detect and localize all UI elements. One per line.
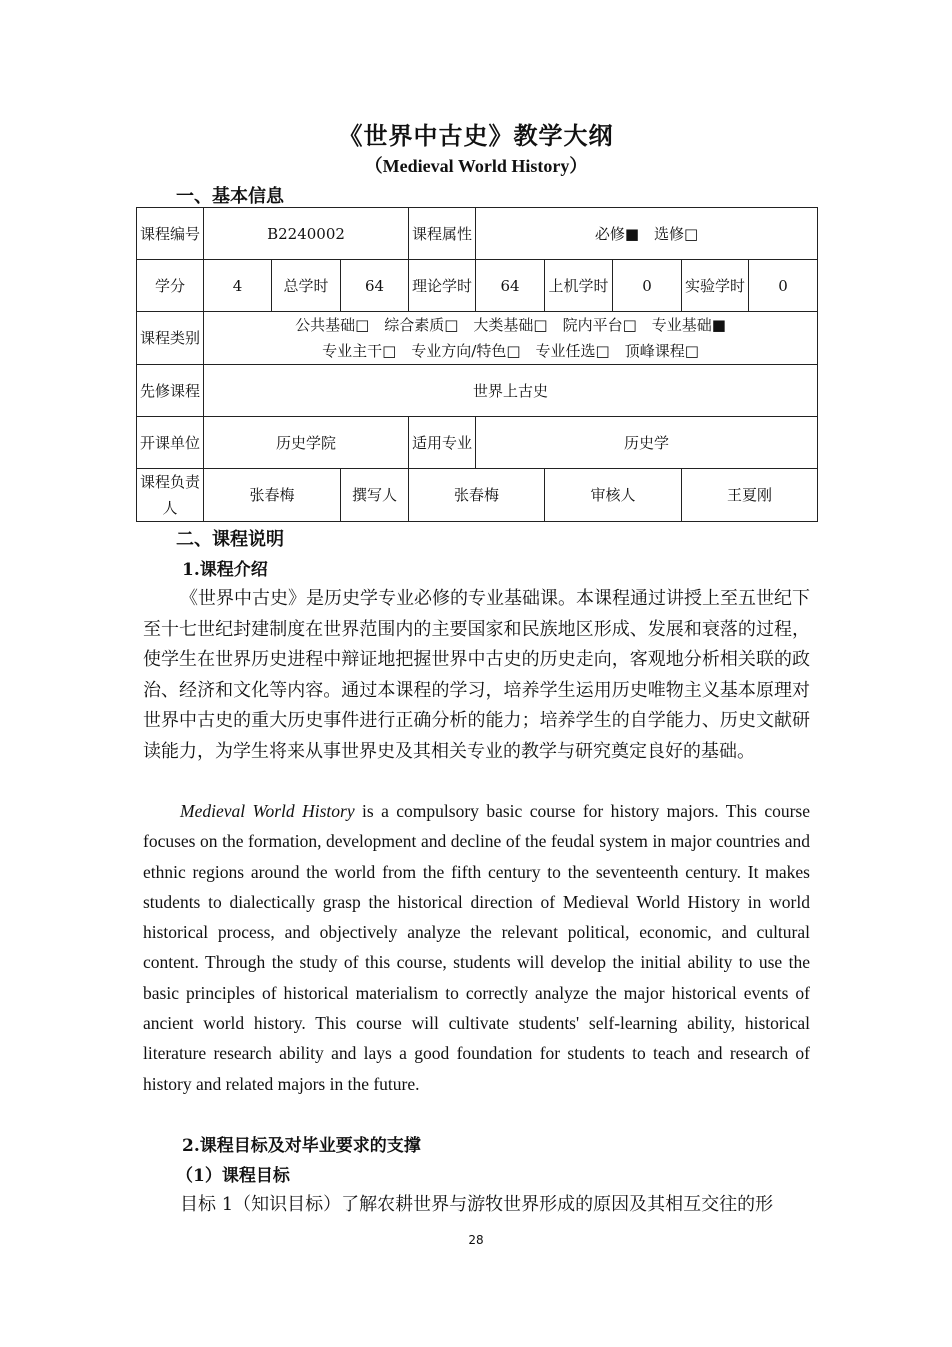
credit-label: 学分 (137, 260, 204, 312)
intro-paragraph-cn: 《世界中古史》是历史学专业必修的专业基础课。本课程通过讲授上至五世纪下至十七世纪封建制度在世界范围内的主要国家和民族地区形成、发展和衰落的过程，使学生在世界历史进程中辩证地把握世界中古史的历史走向，客观地分析相关联的政治、经济和文化等内容。通过本课程的学习，培养学生运用历史唯物主义基本原理对世界中古史的重大历史事件进行正确分析的能力；培养学生的自学能力、历史文献研读能力，为学生将来从事世界史及其相关专业的教学与研究奠定良好的基础。 (143, 588, 810, 762)
subheading-intro: 1.课程介绍 (182, 560, 268, 580)
course-name-italic: Medieval World History (180, 801, 355, 821)
reviewer-value: 王夏刚 (682, 469, 818, 522)
course-no-value: B2240002 (204, 208, 409, 260)
subheading-goals-1: （1）课程目标 (176, 1166, 290, 1186)
dept-value: 历史学院 (204, 417, 409, 469)
course-attr-label: 课程属性 (409, 208, 476, 260)
theory-hours-label: 理论学时 (409, 260, 476, 312)
subheading-goals: 2.课程目标及对毕业要求的支撑 (182, 1136, 421, 1156)
category-value (204, 312, 818, 365)
credit-value: 4 (204, 260, 272, 312)
major-label: 适用专业 (409, 417, 476, 469)
total-hours-label: 总学时 (272, 260, 341, 312)
writer-value: 张春梅 (409, 469, 545, 522)
major-value: 历史学 (476, 417, 818, 469)
section-heading-basic-info: 一、基本信息 (176, 186, 284, 207)
goal-1-text: 目标 1（知识目标）了解农耕世界与游牧世界形成的原因及其相互交往的形 (180, 1194, 774, 1215)
computer-hours-value: 0 (613, 260, 682, 312)
section-heading-course-desc: 二、课程说明 (176, 529, 284, 550)
lab-hours-value: 0 (749, 260, 818, 312)
category-line-1: 公共基础□ 综合素质□ 大类基础□ 院内平台□ 专业基础■ (295, 316, 726, 334)
category-line-2: 专业主干□ 专业方向/特色□ 专业任选□ 顶峰课程□ (322, 342, 699, 360)
document-title: 《世界中古史》教学大纲 (338, 121, 614, 150)
total-hours-value: 64 (341, 260, 409, 312)
intro-en-text: is a compulsory basic course for history majors. This course focuses on the formation, development and decline of the feudal system in major countries and ethnic regions around the world from the fifth century to the seventeenth century. It makes students to dialectically grasp the historical direction of Medieval World History in world historical process, and objectively analyze the relevant political, economic, and cultural content. Through the study of this course, students will develop the initial ability to use the basic principles of historical materialism to correctly analyze the major historical events of ancient world history. This course will cultivate students' self-learning ability, historical literature research ability and lays a good foundation for students to teach and research of history and related majors in the future. (143, 801, 810, 1094)
course-no-label: 课程编号 (137, 208, 204, 260)
prereq-label: 先修课程 (137, 365, 204, 417)
course-info-table (136, 207, 818, 522)
owner-label: 课程负责人 (137, 469, 204, 522)
prereq-value: 世界上古史 (204, 365, 818, 417)
lab-hours-label: 实验学时 (682, 260, 749, 312)
page-number: 28 (468, 1233, 484, 1247)
computer-hours-label: 上机学时 (545, 260, 613, 312)
writer-label: 撰写人 (341, 469, 409, 522)
intro-paragraph-en (143, 796, 810, 1099)
theory-hours-value: 64 (476, 260, 545, 312)
course-attr-value: 必修■ 选修□ (476, 208, 818, 260)
reviewer-label: 审核人 (545, 469, 682, 522)
document-subtitle: （Medieval World History） (364, 156, 588, 176)
owner-value: 张春梅 (204, 469, 341, 522)
dept-label: 开课单位 (137, 417, 204, 469)
category-label: 课程类别 (137, 312, 204, 365)
